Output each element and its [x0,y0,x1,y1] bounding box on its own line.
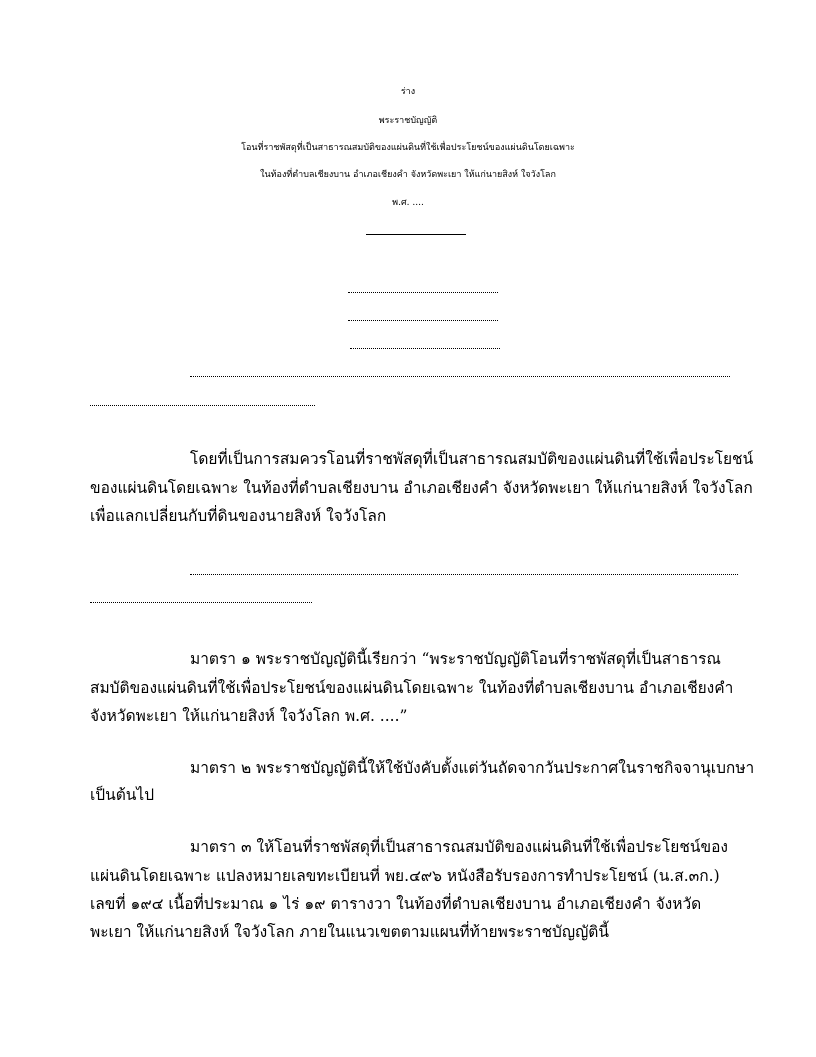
section-3-line-4: พะเยา ให้แก่นายสิงห์ ใจวังโลก ภายในแนวเขตตามแผนที่ท้ายพระราชบัญญัตินี้ [90,923,609,941]
section-1-line-2: สมบัติของแผ่นดินที่ใช้เพื่อประโยชน์ของแผ่นดินโดยเฉพาะ ในท้องที่ตำบลเชียงบาน อำเภอเชียงคำ [90,679,734,697]
section-3-line-3: เลขที่ ๑๙๔ เนื้อที่ประมาณ ๑ ไร่ ๑๙ ตารางวา ในท้องที่ตำบลเชียงบาน อำเภอเชียงคำ จังหวัด [90,895,702,913]
section-2-line-1: มาตรา ๒ พระราชบัญญัตินี้ให้ใช้บังคับตั้งแต่วันถัดจากวันประกาศในราชกิจจานุเบกษา [190,759,755,777]
section-2-line-2: เป็นต้นไป [90,786,155,804]
section-1-line-3: จังหวัดพะเยา ให้แก่นายสิงห์ ใจวังโลก พ.ศ. ....” [90,707,408,725]
draft-label: ร่าง [400,87,416,97]
act-label: พระราชบัญญัติ [378,116,438,126]
enactment-line-3 [190,574,738,575]
preamble-line-1: โดยที่เป็นการสมควรโอนที่ราชพัสดุที่เป็นสาธารณสมบัติของแผ่นดินที่ใช้เพื่อประโยชน์ [190,450,754,468]
enactment-line-4 [90,602,312,603]
signature-line-1 [348,292,498,293]
title-divider [366,234,466,235]
enactment-line-2 [90,405,315,406]
section-1-line-1: มาตรา ๑ พระราชบัญญัตินี้เรียกว่า “พระราชบัญญัติโอนที่ราชพัสดุที่เป็นสาธารณ [190,650,721,668]
signature-line-2 [348,320,498,321]
year-label: พ.ศ. .... [392,198,424,208]
enactment-line-1 [190,376,730,377]
section-3-line-1: มาตรา ๓ ให้โอนที่ราชพัสดุที่เป็นสาธารณสมบัติของแผ่นดินที่ใช้เพื่อประโยชน์ของ [190,838,728,856]
title-line-2: ในท้องที่ตำบลเชียงบาน อำเภอเชียงคำ จังหวัดพะเยา ให้แก่นายสิงห์ ใจวังโลก [260,170,556,180]
signature-line-3 [350,348,500,349]
section-3-line-2: แผ่นดินโดยเฉพาะ แปลงหมายเลขทะเบียนที่ พย.๔๙๖ หนังสือรับรองการทำประโยชน์ (น.ส.๓ก.) [90,867,720,885]
preamble-line-2: ของแผ่นดินโดยเฉพาะ ในท้องที่ตำบลเชียงบาน อำเภอเชียงคำ จังหวัดพะเยา ให้แก่นายสิงห์ ใจวังโลก [90,479,753,497]
title-line-1: โอนที่ราชพัสดุที่เป็นสาธารณสมบัติของแผ่นดินที่ใช้เพื่อประโยชน์ของแผ่นดินโดยเฉพาะ [241,143,575,153]
preamble-line-3: เพื่อแลกเปลี่ยนกับที่ดินของนายสิงห์ ใจวังโลก [90,507,387,525]
